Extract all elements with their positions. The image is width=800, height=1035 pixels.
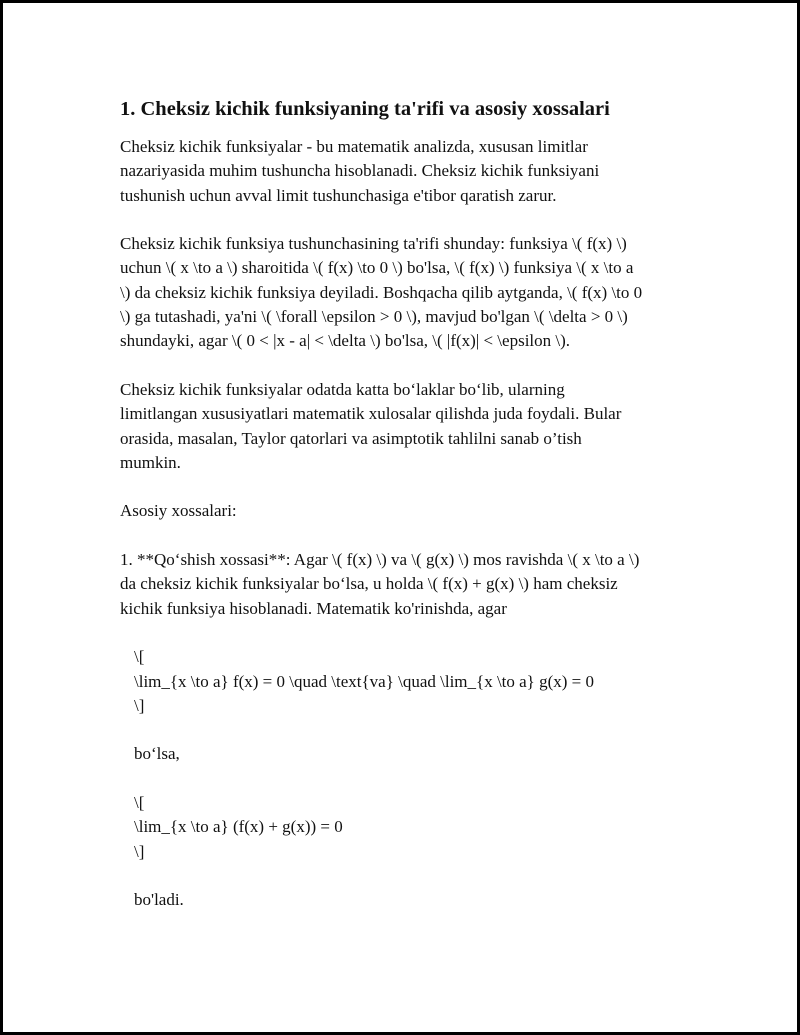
formula-closing-text: bo'ladi.	[134, 890, 184, 910]
paragraph-intro	[120, 135, 700, 208]
text-line: da cheksiz kichik funksiyalar bo‘lsa, u holda \( f(x) + g(x) \) ham cheksiz	[120, 574, 618, 594]
formula-line: \lim_{x \to a} f(x) = 0 \quad \text{va} \quad \lim_{x \to a} g(x) = 0	[134, 671, 595, 691]
text-line: \) da cheksiz kichik funksiya deyiladi. Boshqacha qilib aytganda, \( f(x) \to 0	[120, 282, 643, 302]
document-content	[120, 95, 700, 913]
formula-line: \lim_{x \to a} (f(x) + g(x)) = 0	[134, 817, 343, 837]
text-line: kichik funksiya hisoblanadi. Matematik ko'rinishda, agar	[120, 598, 507, 618]
paragraph-definition	[120, 232, 700, 353]
text-line: nazariyasida muhim tushuncha hisoblanadi. Cheksiz kichik funksiyani	[120, 161, 600, 181]
section-heading: 1. Cheksiz kichik funksiyaning ta'rifi va asosiy xossalari	[120, 98, 610, 120]
text-line: shundayki, agar \( 0 < |x - a| < \delta \) bo'lsa, \( |f(x)| < \epsilon \).	[120, 331, 571, 351]
formula-block-1	[120, 645, 700, 912]
spacer	[134, 718, 700, 742]
text-line: mumkin.	[120, 452, 181, 472]
text-line: Cheksiz kichik funksiyalar - bu matematik analizda, xususan limitlar	[120, 137, 588, 156]
formula-line: \]	[134, 841, 145, 861]
formula-line: \[	[134, 647, 145, 667]
text-line: orasida, masalan, Taylor qatorlari va asimptotik tahlilni sanab o’tish	[120, 428, 582, 448]
text-line: Cheksiz kichik funksiyalar odatda katta bo‘laklar bo‘lib, ularning	[120, 379, 565, 399]
text-line: Asosiy xossalari:	[120, 501, 237, 521]
text-line: 1. **Qo‘shish xossasi**: Agar \( f(x) \) va \( g(x) \) mos ravishda \( x \to a \)	[120, 550, 640, 570]
paragraph-addition-property	[120, 548, 700, 621]
formula-connector-text: bo‘lsa,	[134, 744, 180, 764]
spacer	[134, 767, 700, 791]
text-line: \) ga tutashadi, ya'ni \( \forall \epsilon > 0 \), mavjud bo'lgan \( \delta > 0 \)	[120, 307, 628, 327]
text-line: tushunish uchun avval limit tushunchasiga e'tibor qaratish zarur.	[120, 185, 557, 205]
text-line: uchun \( x \to a \) sharoitida \( f(x) \to 0 \) bo'lsa, \( f(x) \) funksiya \( x \to a	[120, 258, 634, 278]
paragraph-properties-title	[120, 499, 700, 523]
paragraph-usage	[120, 378, 700, 475]
text-line: Cheksiz kichik funksiya tushunchasining ta'rifi shunday: funksiya \( f(x) \)	[120, 234, 627, 254]
formula-line: \[	[134, 793, 145, 813]
spacer	[134, 864, 700, 888]
text-line: limitlangan xususiyatlari matematik xulosalar qilishda juda foydali. Bular	[120, 404, 622, 424]
formula-line: \]	[134, 695, 145, 715]
